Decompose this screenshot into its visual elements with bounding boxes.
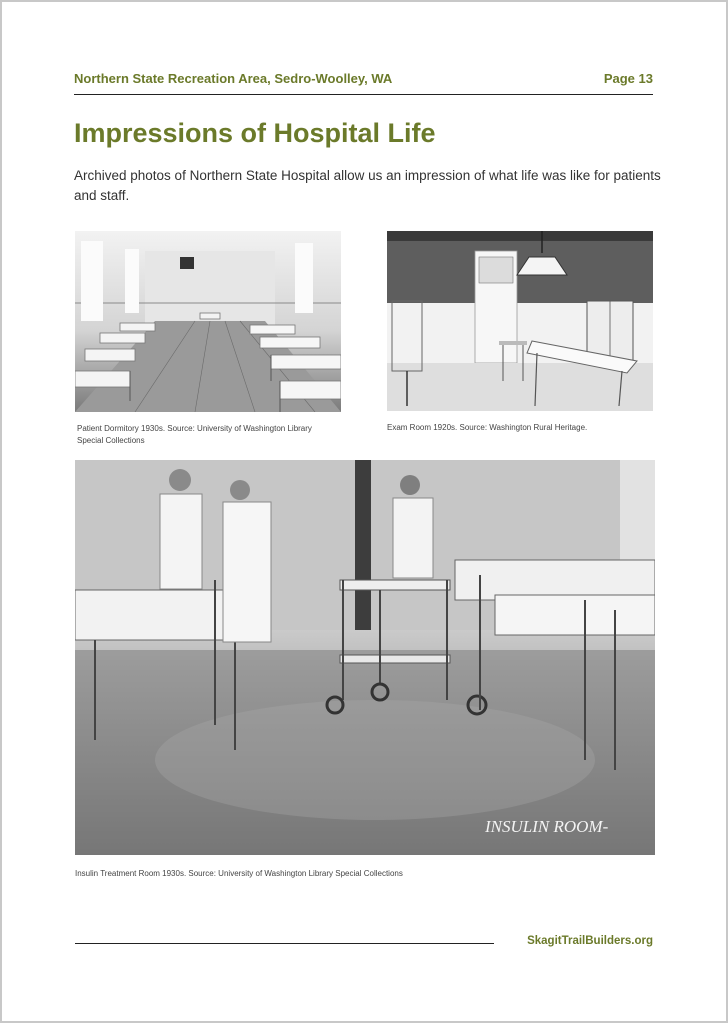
footer-website[interactable]: SkagitTrailBuilders.org — [527, 935, 653, 947]
page-title: Impressions of Hospital Life — [74, 118, 436, 148]
dormitory-photo — [75, 231, 341, 412]
insulin-room-caption: Insulin Treatment Room 1930s. Source: University of Washington Library Special Collections — [75, 869, 403, 878]
footer-rule — [75, 943, 494, 944]
exam-room-caption: Exam Room 1920s. Source: Washington Rural Heritage. — [387, 423, 588, 432]
header-location: Northern State Recreation Area, Sedro-Woolley, WA — [74, 71, 393, 86]
page-number: Page 13 — [603, 71, 653, 86]
page-header — [74, 70, 653, 95]
insulin-room-photo — [75, 460, 655, 855]
insulin-room-inscription: INSULIN ROOM- — [485, 817, 609, 836]
dormitory-caption: Patient Dormitory 1930s. Source: University of Washington Library Special Collections — [77, 424, 312, 445]
intro-paragraph: Archived photos of Northern State Hospital allow us an impression of what life was like for patients and staff. — [74, 168, 661, 203]
exam-room-photo — [387, 231, 653, 411]
